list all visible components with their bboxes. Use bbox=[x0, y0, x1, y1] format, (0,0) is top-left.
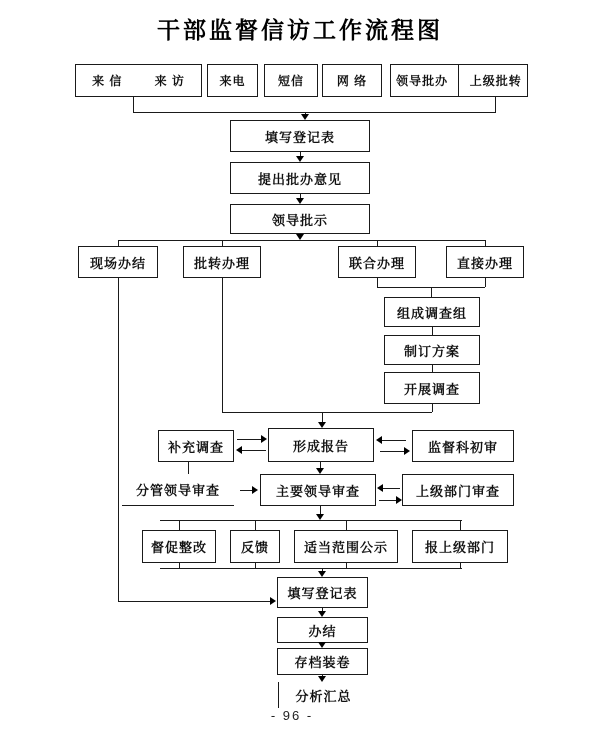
source-network-label: 网 络 bbox=[336, 74, 368, 88]
step-analyze-summary: 分析汇总 bbox=[278, 682, 368, 708]
page-title: 干部监督信访工作流程图 bbox=[157, 18, 443, 43]
connector-line bbox=[485, 278, 486, 287]
connector-line bbox=[118, 278, 119, 601]
source-box-leader-superior bbox=[390, 64, 528, 97]
connector-line bbox=[380, 451, 404, 452]
step-form-report: 形成报告 bbox=[268, 428, 374, 462]
connector-line bbox=[188, 462, 189, 474]
page-number: - 96 - bbox=[270, 708, 314, 723]
arrow-right-icon bbox=[270, 597, 276, 605]
connector-line bbox=[240, 490, 252, 491]
step-register1: 填写登记表 bbox=[230, 120, 370, 152]
step-joint-handle: 联合办理 bbox=[338, 246, 416, 278]
source-visit-label: 来 访 bbox=[154, 74, 185, 88]
source-superior-forward-label: 上级批转 bbox=[469, 74, 522, 88]
step-main-leader-review: 主要领导审查 bbox=[260, 474, 376, 506]
connector-line bbox=[432, 327, 433, 335]
connector-line bbox=[383, 488, 400, 489]
arrow-right-icon bbox=[252, 486, 258, 494]
source-box-call bbox=[207, 64, 258, 97]
connector-line bbox=[242, 450, 266, 451]
connector-line bbox=[133, 112, 496, 113]
step-form-team: 组成调查组 bbox=[384, 297, 480, 327]
arrow-right-icon bbox=[396, 496, 402, 504]
step-section-preliminary-review: 监督科初审 bbox=[412, 430, 514, 462]
step-leader-instruction: 领导批示 bbox=[230, 204, 370, 234]
step-investigate: 开展调查 bbox=[384, 372, 480, 404]
source-leader-assign-label: 领导批办 bbox=[396, 74, 449, 88]
divider-line bbox=[458, 65, 459, 96]
connector-line bbox=[179, 520, 180, 530]
connector-line bbox=[222, 412, 432, 413]
step-archive: 存档装卷 bbox=[277, 648, 368, 675]
source-letter-label: 来 信 bbox=[92, 74, 123, 88]
step-onsite-complete: 现场办结 bbox=[78, 246, 158, 278]
connector-line bbox=[118, 601, 270, 602]
step-direct-handle: 直接办理 bbox=[446, 246, 524, 278]
connector-line bbox=[255, 520, 256, 530]
connector-line bbox=[432, 365, 433, 372]
connector-line bbox=[495, 97, 496, 112]
step-report-superior: 报上级部门 bbox=[412, 530, 508, 563]
arrow-right-icon bbox=[261, 435, 267, 443]
connector-line bbox=[237, 439, 261, 440]
connector-line bbox=[432, 404, 433, 412]
connector-line bbox=[322, 412, 323, 422]
connector-line bbox=[379, 500, 396, 501]
connector-line bbox=[377, 278, 378, 287]
step-make-plan: 制订方案 bbox=[384, 335, 480, 365]
connector-line bbox=[133, 97, 134, 112]
step-urge-rectify: 督促整改 bbox=[142, 530, 216, 563]
connector-line bbox=[160, 568, 462, 569]
connector-line bbox=[382, 440, 406, 441]
connector-line bbox=[118, 240, 485, 241]
step-deputy-leader-review: 分管领导审查 bbox=[122, 474, 234, 506]
source-box-sms bbox=[264, 64, 318, 97]
connector-line bbox=[346, 520, 347, 530]
connector-line bbox=[460, 520, 461, 530]
step-forward-handle: 批转办理 bbox=[183, 246, 261, 278]
step-conclude: 办结 bbox=[277, 617, 368, 643]
step-public-notice: 适当范围公示 bbox=[294, 530, 398, 563]
step-feedback: 反馈 bbox=[230, 530, 280, 563]
source-box-letter-visit bbox=[75, 64, 202, 97]
source-sms-label: 短信 bbox=[277, 74, 304, 88]
step-supplement-investigate: 补充调查 bbox=[158, 430, 234, 462]
source-box-network bbox=[322, 64, 382, 97]
step-propose-opinion: 提出批办意见 bbox=[230, 162, 370, 194]
connector-line bbox=[222, 278, 223, 412]
arrow-right-icon bbox=[404, 447, 410, 455]
source-call-label: 来电 bbox=[219, 74, 246, 88]
step-register2: 填写登记表 bbox=[277, 577, 368, 608]
connector-line bbox=[320, 506, 321, 514]
connector-line bbox=[431, 287, 432, 297]
connector-line bbox=[160, 520, 462, 521]
step-superior-dept-review: 上级部门审查 bbox=[402, 474, 514, 506]
